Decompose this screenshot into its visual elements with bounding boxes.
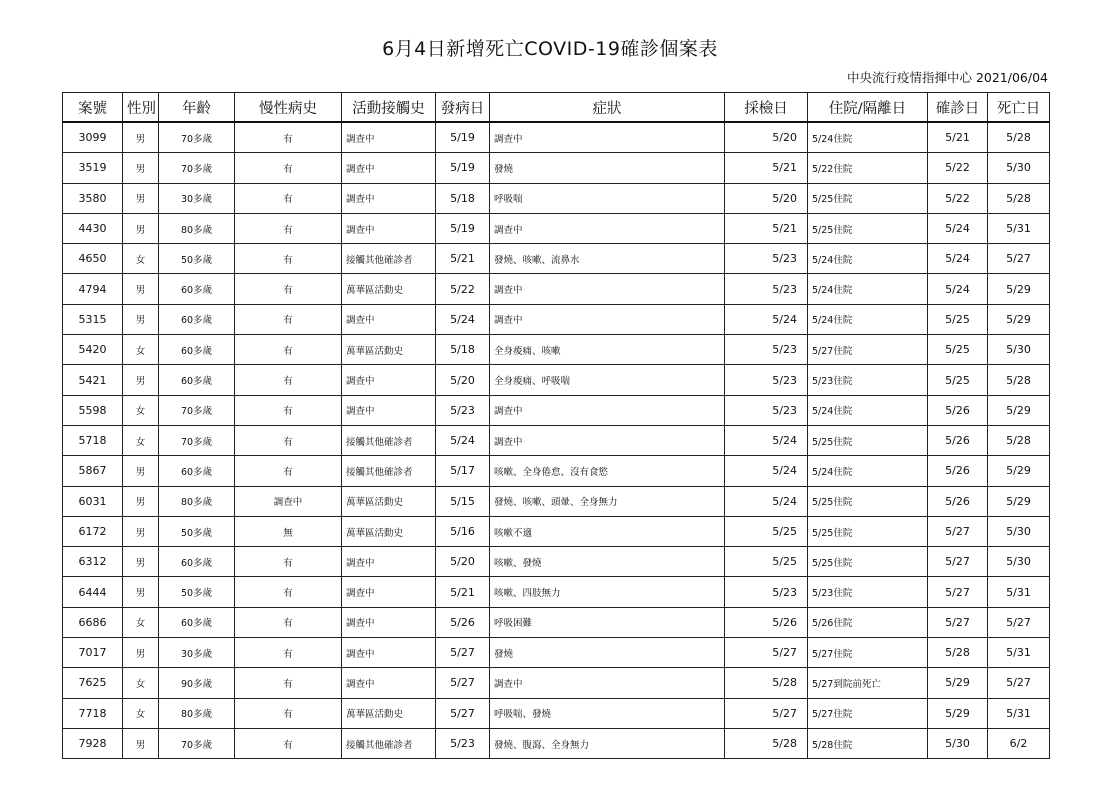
table-cell: 調查中	[490, 395, 725, 425]
table-cell: 有	[235, 456, 342, 486]
table-cell: 5/18	[436, 183, 490, 213]
table-cell: 5/24住院	[808, 304, 928, 334]
table-cell: 5/24住院	[808, 395, 928, 425]
table-cell: 5/29	[928, 698, 988, 728]
table-cell: 3099	[63, 122, 123, 153]
table-cell: 萬華區活動史	[342, 516, 436, 546]
table-cell: 5/25住院	[808, 516, 928, 546]
table-cell: 全身痠痛、呼吸喘	[490, 365, 725, 395]
column-header: 年齡	[159, 93, 235, 123]
table-cell: 有	[235, 365, 342, 395]
table-cell: 5/25	[725, 547, 808, 577]
table-cell: 咳嗽、發燒	[490, 547, 725, 577]
table-cell: 5/24	[928, 244, 988, 274]
table-cell: 5420	[63, 335, 123, 365]
table-cell: 60多歲	[159, 274, 235, 304]
table-cell: 6/2	[988, 728, 1050, 758]
table-cell: 5/29	[928, 668, 988, 698]
table-cell: 5/24	[436, 425, 490, 455]
table-cell: 5/25住院	[808, 213, 928, 243]
table-cell: 接觸其他確診者	[342, 456, 436, 486]
table-cell: 有	[235, 577, 342, 607]
table-cell: 5/26	[436, 607, 490, 637]
table-cell: 女	[123, 607, 159, 637]
table-cell: 60多歲	[159, 304, 235, 334]
table-cell: 5/31	[988, 213, 1050, 243]
table-cell: 5/30	[988, 547, 1050, 577]
table-cell: 5/28	[988, 365, 1050, 395]
table-cell: 男	[123, 577, 159, 607]
table-cell: 5/28住院	[808, 728, 928, 758]
table-row	[63, 304, 1050, 334]
table-cell: 5/27住院	[808, 638, 928, 668]
source-date: 中央流行疫情指揮中心 2021/06/04	[846, 70, 1048, 85]
table-cell: 90多歲	[159, 668, 235, 698]
table-cell: 5/29	[988, 395, 1050, 425]
table-cell: 5/27	[436, 638, 490, 668]
table-cell: 5/29	[988, 486, 1050, 516]
table-cell: 5/23	[725, 274, 808, 304]
table-cell: 咳嗽、四肢無力	[490, 577, 725, 607]
table-cell: 5/31	[988, 577, 1050, 607]
table-cell: 5/21	[436, 577, 490, 607]
table-cell: 5/24	[725, 486, 808, 516]
table-cell: 70多歲	[159, 728, 235, 758]
table-cell: 5/30	[988, 516, 1050, 546]
table-cell: 調查中	[235, 486, 342, 516]
table-row	[63, 153, 1050, 183]
table-cell: 70多歲	[159, 425, 235, 455]
table-cell: 男	[123, 486, 159, 516]
column-header: 慢性病史	[235, 93, 342, 123]
table-cell: 發燒、咳嗽、頭暈、全身無力	[490, 486, 725, 516]
table-cell: 6031	[63, 486, 123, 516]
table-cell: 有	[235, 547, 342, 577]
table-cell: 調查中	[342, 153, 436, 183]
table-cell: 5/24	[725, 304, 808, 334]
table-row	[63, 122, 1050, 153]
table-cell: 5/27	[725, 698, 808, 728]
table-cell: 調查中	[342, 547, 436, 577]
table-cell: 發燒	[490, 153, 725, 183]
table-cell: 3580	[63, 183, 123, 213]
table-cell: 萬華區活動史	[342, 274, 436, 304]
table-cell: 80多歲	[159, 486, 235, 516]
table-cell: 有	[235, 304, 342, 334]
table-cell: 5/23	[725, 244, 808, 274]
table-cell: 5/27	[988, 668, 1050, 698]
table-cell: 5/23住院	[808, 577, 928, 607]
table-cell: 5/19	[436, 213, 490, 243]
page-title: 6月4日新增死亡COVID-19確診個案表	[382, 38, 718, 60]
table-row	[63, 668, 1050, 698]
table-cell: 50多歲	[159, 244, 235, 274]
table-cell: 5/25住院	[808, 547, 928, 577]
table-cell: 女	[123, 698, 159, 728]
table-cell: 5/26住院	[808, 607, 928, 637]
table-cell: 男	[123, 122, 159, 153]
table-cell: 調查中	[490, 122, 725, 153]
table-cell: 5/29	[988, 456, 1050, 486]
table-cell: 3519	[63, 153, 123, 183]
table-cell: 有	[235, 183, 342, 213]
column-header: 採檢日	[725, 93, 808, 123]
table-cell: 5/23住院	[808, 365, 928, 395]
table-cell: 5/26	[928, 456, 988, 486]
table-cell: 5/17	[436, 456, 490, 486]
table-row	[63, 335, 1050, 365]
table-cell: 5/25住院	[808, 425, 928, 455]
table-cell: 調查中	[342, 183, 436, 213]
table-cell: 接觸其他確診者	[342, 425, 436, 455]
table-cell: 70多歲	[159, 153, 235, 183]
table-cell: 男	[123, 213, 159, 243]
table-cell: 接觸其他確診者	[342, 728, 436, 758]
table-cell: 調查中	[342, 365, 436, 395]
table-cell: 5/25	[928, 365, 988, 395]
table-row	[63, 577, 1050, 607]
table-cell: 5/23	[725, 335, 808, 365]
table-row	[63, 395, 1050, 425]
table-cell: 5/23	[436, 395, 490, 425]
table-cell: 5/25	[928, 304, 988, 334]
table-cell: 5/27	[988, 607, 1050, 637]
column-header: 活動接觸史	[342, 93, 436, 123]
table-cell: 50多歲	[159, 577, 235, 607]
table-cell: 5/26	[928, 486, 988, 516]
table-row	[63, 698, 1050, 728]
column-header: 症狀	[490, 93, 725, 123]
table-cell: 7928	[63, 728, 123, 758]
table-cell: 有	[235, 213, 342, 243]
table-cell: 萬華區活動史	[342, 486, 436, 516]
table-cell: 4650	[63, 244, 123, 274]
table-cell: 呼吸喘	[490, 183, 725, 213]
table-cell: 有	[235, 607, 342, 637]
table-row	[63, 456, 1050, 486]
table-cell: 發燒、咳嗽、流鼻水	[490, 244, 725, 274]
table-cell: 5/24	[725, 425, 808, 455]
table-cell: 5/27	[725, 638, 808, 668]
table-cell: 5/24	[928, 213, 988, 243]
table-cell: 4794	[63, 274, 123, 304]
table-cell: 5/21	[725, 153, 808, 183]
table-header-row	[63, 93, 1050, 123]
table-cell: 5/22住院	[808, 153, 928, 183]
table-row	[63, 213, 1050, 243]
table-cell: 女	[123, 244, 159, 274]
table-cell: 6444	[63, 577, 123, 607]
table-cell: 5/24住院	[808, 274, 928, 304]
table-cell: 調查中	[490, 304, 725, 334]
table-cell: 呼吸喘、發燒	[490, 698, 725, 728]
table-cell: 5/24	[725, 456, 808, 486]
table-cell: 5/21	[928, 122, 988, 153]
table-cell: 5/26	[928, 425, 988, 455]
table-cell: 5/27	[988, 244, 1050, 274]
table-cell: 接觸其他確診者	[342, 244, 436, 274]
table-cell: 男	[123, 547, 159, 577]
table-cell: 70多歲	[159, 122, 235, 153]
table-cell: 調查中	[490, 274, 725, 304]
table-row	[63, 516, 1050, 546]
table-cell: 5/20	[436, 365, 490, 395]
table-cell: 調查中	[342, 122, 436, 153]
table-cell: 60多歲	[159, 365, 235, 395]
table-cell: 女	[123, 668, 159, 698]
case-table	[62, 92, 1050, 759]
table-cell: 5/28	[988, 183, 1050, 213]
table-cell: 全身痠痛、咳嗽	[490, 335, 725, 365]
table-cell: 有	[235, 425, 342, 455]
table-cell: 調查中	[342, 577, 436, 607]
table-row	[63, 183, 1050, 213]
column-header: 死亡日	[988, 93, 1050, 123]
table-cell: 有	[235, 244, 342, 274]
table-cell: 調查中	[490, 425, 725, 455]
table-cell: 5/27	[928, 607, 988, 637]
table-cell: 調查中	[342, 395, 436, 425]
table-cell: 5/24住院	[808, 456, 928, 486]
table-cell: 5/26	[928, 395, 988, 425]
table-row	[63, 365, 1050, 395]
table-cell: 5/16	[436, 516, 490, 546]
table-cell: 5/27	[436, 698, 490, 728]
table-cell: 呼吸困難	[490, 607, 725, 637]
table-cell: 5/15	[436, 486, 490, 516]
table-cell: 男	[123, 516, 159, 546]
table-cell: 5/20	[725, 183, 808, 213]
table-cell: 5/20	[436, 547, 490, 577]
table-cell: 5/25	[725, 516, 808, 546]
table-cell: 有	[235, 274, 342, 304]
table-cell: 6312	[63, 547, 123, 577]
table-cell: 男	[123, 183, 159, 213]
table-row	[63, 244, 1050, 274]
table-cell: 5/21	[436, 244, 490, 274]
table-cell: 5/27	[928, 516, 988, 546]
table-cell: 有	[235, 698, 342, 728]
table-cell: 5/31	[988, 698, 1050, 728]
table-cell: 5/24	[928, 274, 988, 304]
table-cell: 5/30	[988, 335, 1050, 365]
table-cell: 5/22	[436, 274, 490, 304]
table-cell: 5/23	[436, 728, 490, 758]
table-cell: 6686	[63, 607, 123, 637]
table-row	[63, 638, 1050, 668]
table-cell: 6172	[63, 516, 123, 546]
table-cell: 5/21	[725, 213, 808, 243]
table-cell: 5/19	[436, 153, 490, 183]
table-cell: 60多歲	[159, 456, 235, 486]
table-cell: 5315	[63, 304, 123, 334]
table-cell: 7625	[63, 668, 123, 698]
table-cell: 咳嗽不適	[490, 516, 725, 546]
table-cell: 5867	[63, 456, 123, 486]
table-row	[63, 486, 1050, 516]
table-cell: 5/25住院	[808, 183, 928, 213]
table-cell: 5/28	[988, 425, 1050, 455]
table-cell: 調查中	[342, 638, 436, 668]
column-header: 性別	[123, 93, 159, 123]
table-cell: 5/28	[725, 668, 808, 698]
table-cell: 5/23	[725, 365, 808, 395]
table-cell: 5/27	[928, 577, 988, 607]
table-cell: 萬華區活動史	[342, 698, 436, 728]
table-cell: 5/27	[928, 547, 988, 577]
table-cell: 調查中	[342, 668, 436, 698]
table-cell: 5/23	[725, 395, 808, 425]
table-cell: 男	[123, 638, 159, 668]
table-cell: 5/24住院	[808, 122, 928, 153]
table-cell: 30多歲	[159, 183, 235, 213]
table-cell: 男	[123, 274, 159, 304]
table-cell: 5/22	[928, 153, 988, 183]
table-cell: 5/27到院前死亡	[808, 668, 928, 698]
table-cell: 5/27住院	[808, 698, 928, 728]
table-cell: 7718	[63, 698, 123, 728]
table-cell: 5/28	[988, 122, 1050, 153]
table-cell: 有	[235, 728, 342, 758]
table-cell: 7017	[63, 638, 123, 668]
column-header: 發病日	[436, 93, 490, 123]
table-cell: 60多歲	[159, 547, 235, 577]
table-cell: 發燒、腹瀉、全身無力	[490, 728, 725, 758]
table-cell: 女	[123, 335, 159, 365]
table-cell: 有	[235, 638, 342, 668]
table-row	[63, 274, 1050, 304]
table-cell: 男	[123, 304, 159, 334]
table-cell: 30多歲	[159, 638, 235, 668]
table-cell: 男	[123, 456, 159, 486]
table-cell: 5/26	[725, 607, 808, 637]
table-cell: 5/25	[928, 335, 988, 365]
table-cell: 發燒	[490, 638, 725, 668]
table-cell: 5/18	[436, 335, 490, 365]
table-cell: 5/29	[988, 274, 1050, 304]
table-cell: 5/29	[988, 304, 1050, 334]
table-cell: 5598	[63, 395, 123, 425]
table-cell: 調查中	[490, 213, 725, 243]
table-cell: 60多歲	[159, 335, 235, 365]
table-cell: 咳嗽、全身倦怠、沒有食慾	[490, 456, 725, 486]
table-cell: 5/25住院	[808, 486, 928, 516]
table-cell: 男	[123, 365, 159, 395]
table-cell: 5/20	[725, 122, 808, 153]
table-cell: 5/24住院	[808, 244, 928, 274]
table-cell: 5718	[63, 425, 123, 455]
table-cell: 調查中	[342, 213, 436, 243]
table-cell: 5421	[63, 365, 123, 395]
table-cell: 5/31	[988, 638, 1050, 668]
table-cell: 有	[235, 395, 342, 425]
table-cell: 女	[123, 425, 159, 455]
table-row	[63, 547, 1050, 577]
table-row	[63, 728, 1050, 758]
table-cell: 萬華區活動史	[342, 335, 436, 365]
table-cell: 調查中	[342, 304, 436, 334]
table-cell: 女	[123, 395, 159, 425]
table-cell: 70多歲	[159, 395, 235, 425]
table-cell: 80多歲	[159, 213, 235, 243]
table-cell: 5/23	[725, 577, 808, 607]
table-cell: 5/30	[928, 728, 988, 758]
table-cell: 60多歲	[159, 607, 235, 637]
table-cell: 有	[235, 153, 342, 183]
table-cell: 有	[235, 122, 342, 153]
table-cell: 5/30	[988, 153, 1050, 183]
table-cell: 無	[235, 516, 342, 546]
table-cell: 有	[235, 668, 342, 698]
table-cell: 5/24	[436, 304, 490, 334]
table-row	[63, 425, 1050, 455]
column-header: 確診日	[928, 93, 988, 123]
table-cell: 5/27住院	[808, 335, 928, 365]
table-cell: 有	[235, 335, 342, 365]
table-cell: 調查中	[342, 607, 436, 637]
table-cell: 4430	[63, 213, 123, 243]
column-header: 住院/隔離日	[808, 93, 928, 123]
table-cell: 調查中	[490, 668, 725, 698]
table-body	[63, 122, 1050, 759]
table-cell: 80多歲	[159, 698, 235, 728]
table-cell: 5/27	[436, 668, 490, 698]
table-cell: 5/28	[725, 728, 808, 758]
table-row	[63, 607, 1050, 637]
table-cell: 5/19	[436, 122, 490, 153]
column-header: 案號	[63, 93, 123, 123]
table-cell: 5/28	[928, 638, 988, 668]
table-cell: 50多歲	[159, 516, 235, 546]
table-cell: 男	[123, 728, 159, 758]
table-cell: 5/22	[928, 183, 988, 213]
table-cell: 男	[123, 153, 159, 183]
